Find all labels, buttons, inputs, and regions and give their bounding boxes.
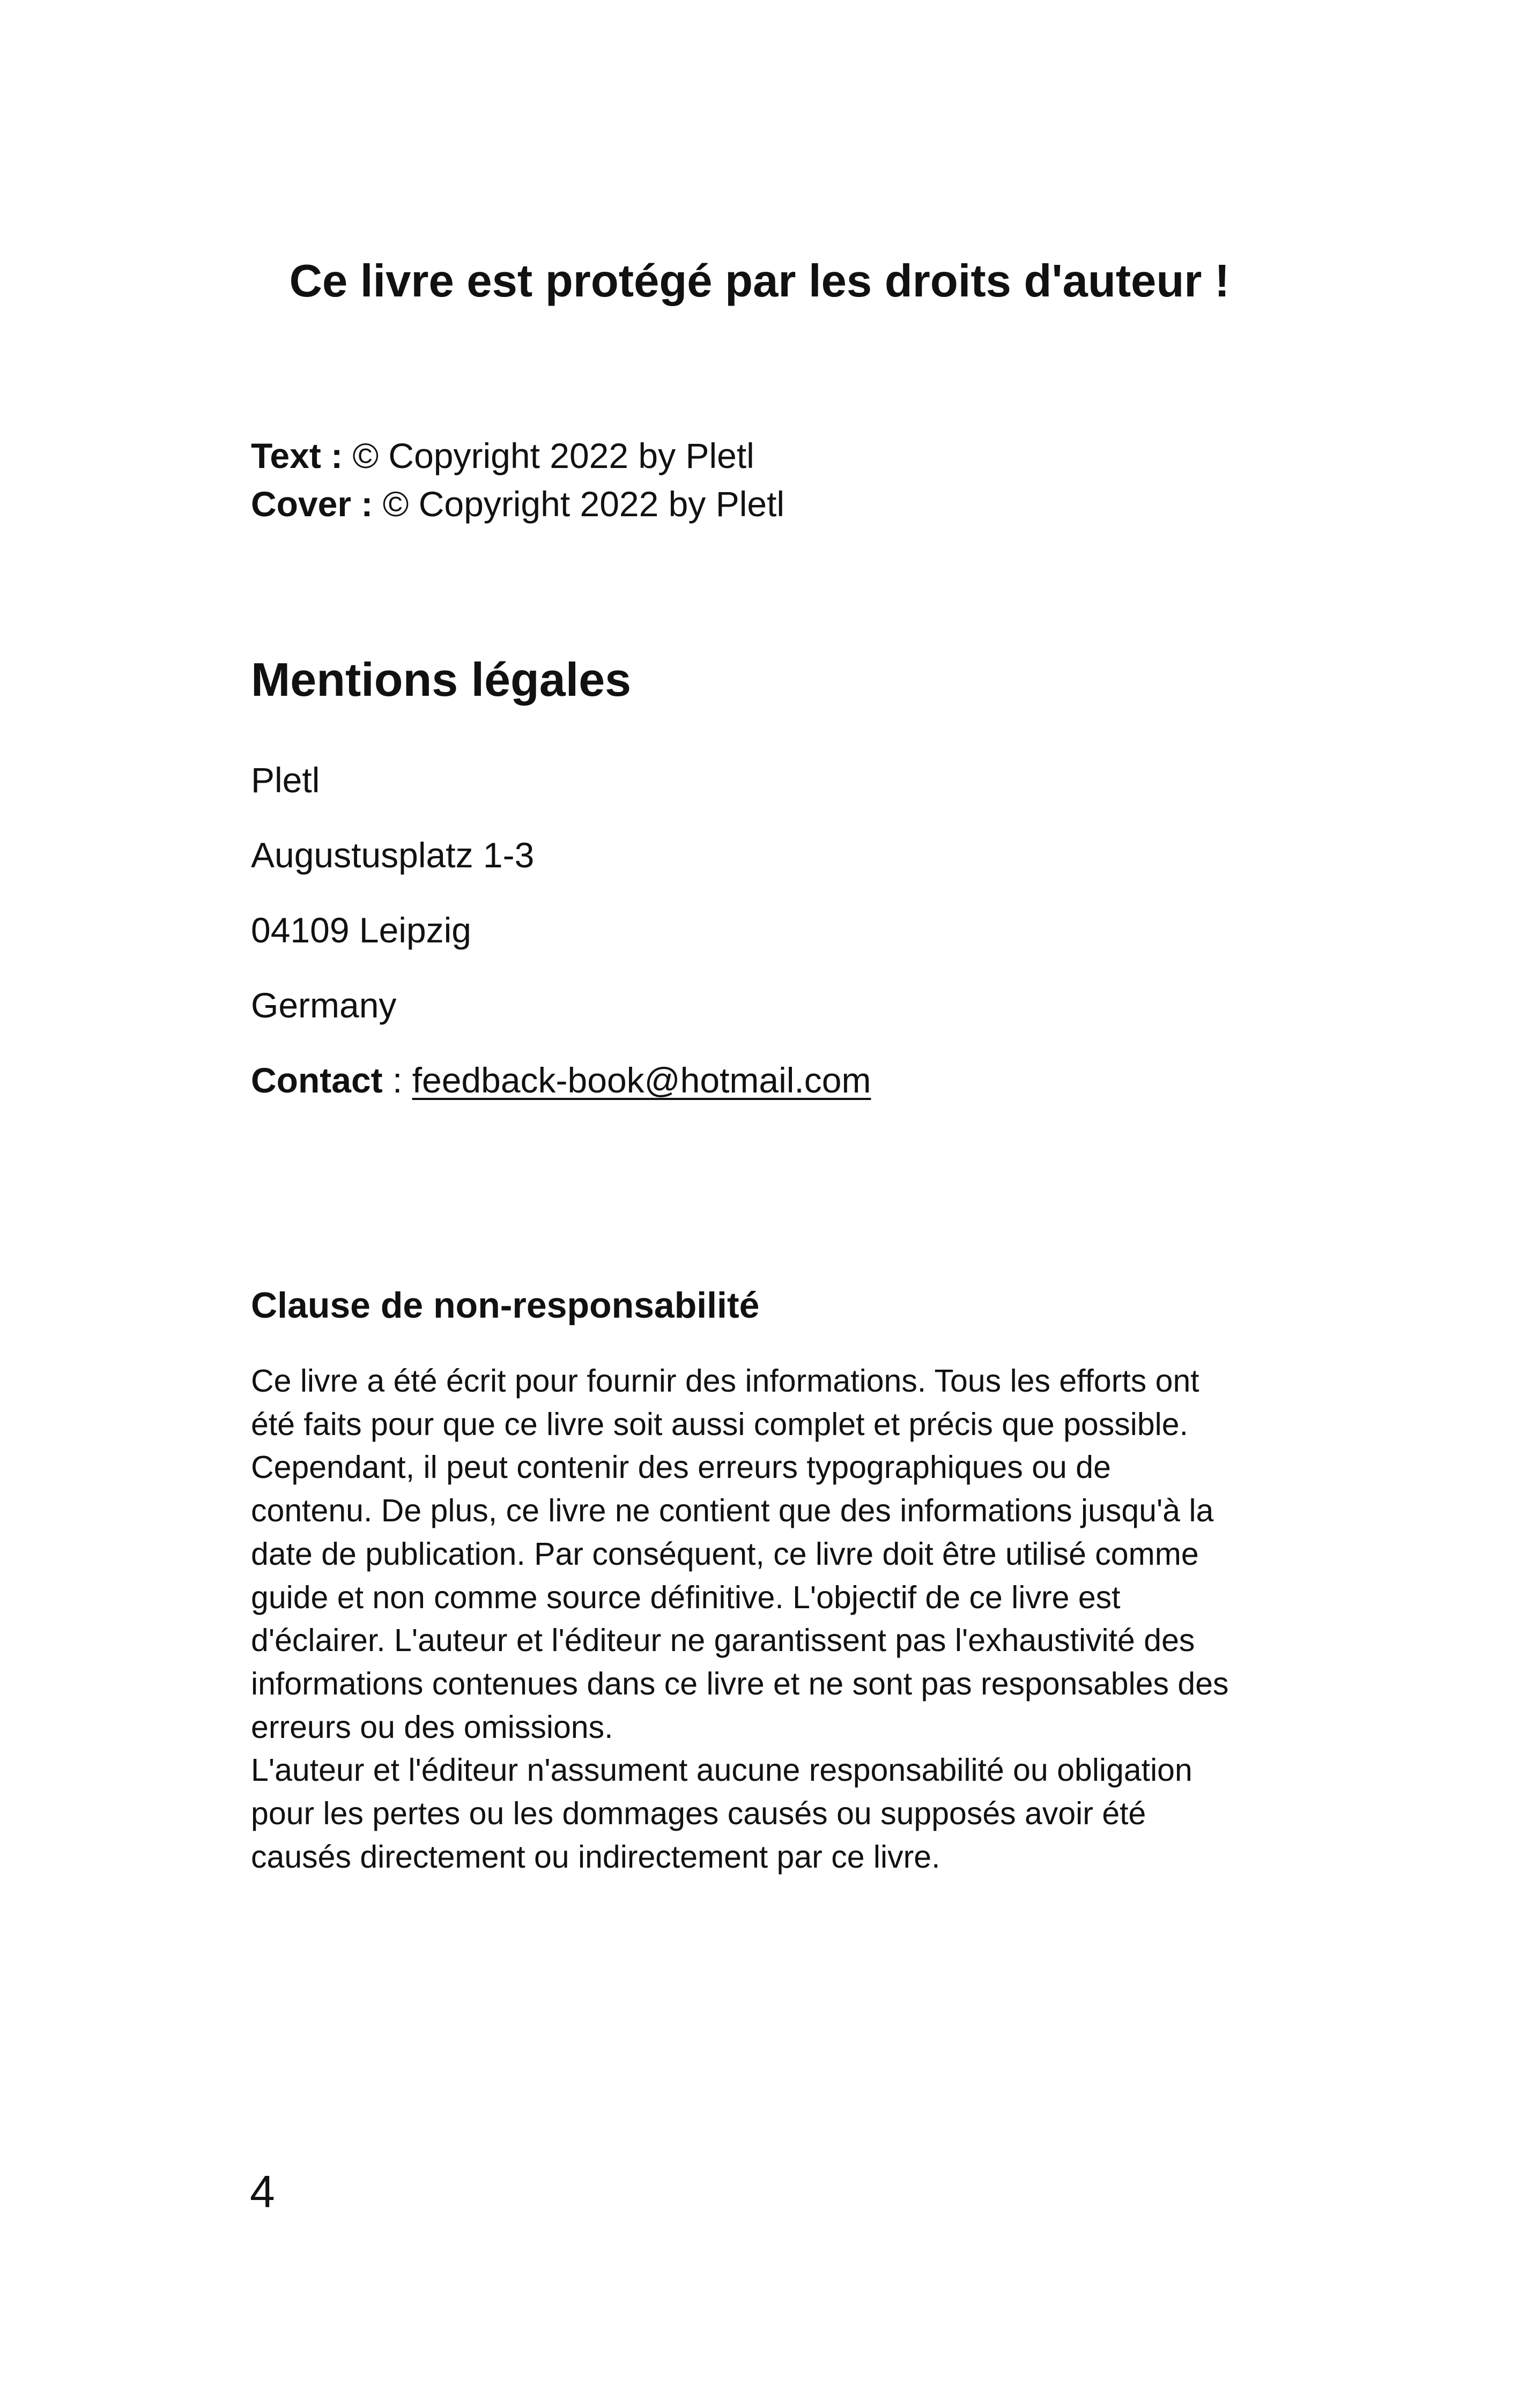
disclaimer-line: pour les pertes ou les dommages causés ou supposés avoir été [251, 1796, 1146, 1832]
publisher-city: 04109 Leipzig [251, 910, 472, 950]
disclaimer-heading: Clause de non-responsabilité [251, 1285, 760, 1326]
copyright-cover-line [251, 480, 784, 528]
publisher-country: Germany [251, 985, 397, 1025]
publisher-name: Pletl [251, 760, 320, 800]
copyright-text-label: Text : [251, 436, 343, 475]
copyright-cover-value: © Copyright 2022 by Pletl [382, 484, 785, 524]
copyright-cover-label: Cover : [251, 484, 373, 524]
page-number: 4 [250, 2166, 275, 2217]
contact-separator: : [382, 1060, 412, 1100]
disclaimer-line: contenu. De plus, ce livre ne contient que des informations jusqu'à la [251, 1493, 1214, 1529]
disclaimer-line: erreurs ou des omissions. [251, 1709, 613, 1745]
legal-heading: Mentions légales [251, 653, 632, 706]
copyright-block [251, 432, 784, 528]
page-title: Ce livre est protégé par les droits d'auteur ! [289, 256, 1230, 307]
disclaimer-line: L'auteur et l'éditeur n'assument aucune responsabilité ou obligation [251, 1752, 1192, 1788]
contact-email-link[interactable]: feedback-book@hotmail.com [412, 1060, 871, 1100]
disclaimer-line: Ce livre a été écrit pour fournir des informations. Tous les efforts ont [251, 1363, 1199, 1399]
disclaimer-body [251, 1359, 1270, 1878]
disclaimer-line: Cependant, il peut contenir des erreurs typographiques ou de [251, 1450, 1111, 1485]
contact-line [251, 1056, 871, 1104]
copyright-text-line [251, 432, 784, 480]
copyright-text-value: © Copyright 2022 by Pletl [352, 436, 754, 475]
publisher-street: Augustusplatz 1-3 [251, 835, 535, 875]
disclaimer-line: date de publication. Par conséquent, ce livre doit être utilisé comme [251, 1536, 1199, 1572]
disclaimer-line: d'éclairer. L'auteur et l'éditeur ne garantissent pas l'exhaustivité des [251, 1623, 1195, 1659]
disclaimer-line: guide et non comme source définitive. L'objectif de ce livre est [251, 1579, 1121, 1615]
disclaimer-line: été faits pour que ce livre soit aussi complet et précis que possible. [251, 1406, 1188, 1442]
contact-label: Contact [251, 1060, 383, 1100]
disclaimer-line: causés directement ou indirectement par ce livre. [251, 1839, 940, 1875]
disclaimer-line: informations contenues dans ce livre et ne sont pas responsables des [251, 1666, 1229, 1701]
